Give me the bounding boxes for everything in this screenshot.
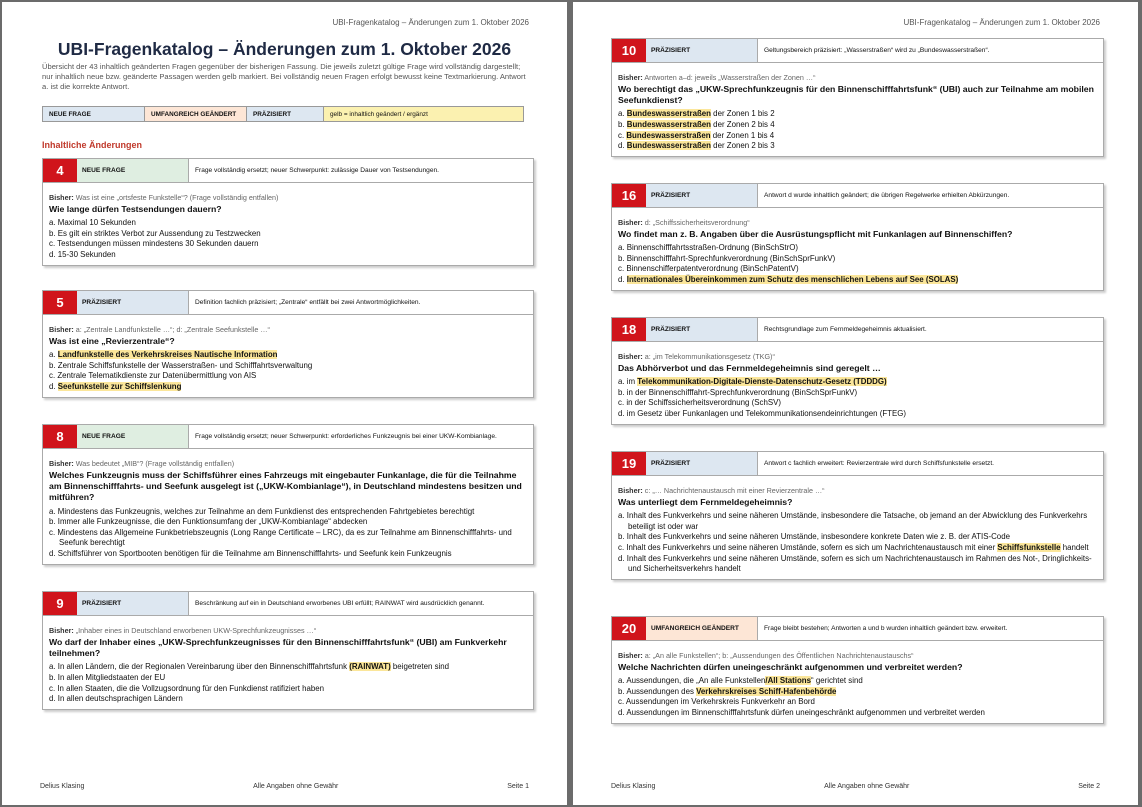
answer-text: c. In allen Staaten, die die Vollzugsordnung für den Funkdienst ratifiziert haben xyxy=(49,683,325,693)
intro-text: Übersicht der 43 inhaltlich geänderten Fragen gegenüber der bisherigen Fassung. Die jeweils zuletzt gültige Frage wird vollständig dargestellt; nur inhaltlich neue bzw. geänderte Passagen werden gelb markiert. Bei vollständig neuen Fragen erfolgt bewusst keine Textmarkierung. Antwort a. ist die korrekte Antwort. xyxy=(42,62,526,91)
answer-list xyxy=(618,511,1097,575)
question-text: Welche Nachrichten dürfen uneingeschränkt aufgenommen und verbreitet werden? xyxy=(618,662,963,672)
answer-text: d. In allen deutschsprachigen Ländern xyxy=(49,694,183,704)
previous-text: a: „Zentrale Landfunkstelle …“; d: „Zentrale Seefunkstelle …“ xyxy=(75,325,270,334)
answer-option xyxy=(618,275,1097,286)
highlighted-change: Bundeswasserstraßen xyxy=(626,109,711,119)
answer-text: b. Zentrale Schiffsfunkstelle der Wasserstraßen- und Schifffahrtsverwaltung xyxy=(49,360,313,370)
answer-text: c. Aussendungen im Verkehrskreis Funkverkehr an Bord xyxy=(618,697,815,707)
change-type-badge: NEUE FRAGE xyxy=(77,159,189,182)
answer-text: der Zonen 1 bis 2 xyxy=(710,109,775,119)
highlighted-change: Bundeswasserstraßen xyxy=(626,141,711,151)
answer-text: d. Inhalt des Funkverkehrs und seine näheren Umstände, sofern es sich um Nachrichtenaustausch im Rahmen des Not-, Dringlichkeits- und Sicherheitsverkehrs handelt xyxy=(618,553,1092,574)
footer-disclaimer: Alle Angaben ohne Gewähr xyxy=(253,783,339,790)
question-number: 19 xyxy=(612,452,646,475)
question-body xyxy=(612,208,1103,290)
highlighted-change: Internationales Übereinkommen zum Schutz des menschlichen Lebens auf See (SOLAS) xyxy=(626,274,959,284)
question-number: 4 xyxy=(43,159,77,182)
answer-text: c. xyxy=(618,130,627,140)
previous-version xyxy=(49,459,527,468)
question-body xyxy=(43,315,533,397)
previous-text: a: „im Telekommunikationsgesetz (TKG)“ xyxy=(644,352,775,361)
footer xyxy=(40,783,529,790)
change-type-badge: PRÄZISIERT xyxy=(646,318,758,341)
change-type-badge: NEUE FRAGE xyxy=(77,425,189,448)
answer-text: c. Zentrale Telematikdienste zur Datenübermittlung von AIS xyxy=(49,371,257,381)
change-note: Beschränkung auf ein in Deutschland erworbenes UBI erfüllt; RAINWAT wird ausdrücklich genannt. xyxy=(195,600,485,607)
previous-version xyxy=(49,626,527,635)
previous-version xyxy=(618,486,1097,495)
answer-text: a. xyxy=(49,350,58,360)
answer-option xyxy=(618,109,1097,120)
answer-text: b. In allen Mitgliedstaaten der EU xyxy=(49,673,166,682)
question-number: 8 xyxy=(43,425,77,448)
answer-list xyxy=(49,507,527,560)
answer-text: c. Binnenschifferpatentverordnung (BinSchPatentV) xyxy=(618,264,799,274)
answer-list xyxy=(618,109,1097,151)
answer-option xyxy=(618,254,1097,265)
answer-option xyxy=(49,528,527,549)
footer xyxy=(611,783,1100,790)
change-type-badge: PRÄZISIERT xyxy=(77,592,189,615)
answer-option xyxy=(49,218,527,229)
answer-text: a. xyxy=(618,109,627,119)
question-header xyxy=(612,39,1103,63)
previous-label: Bisher: xyxy=(618,352,643,361)
question-text: Wo findet man z. B. Angaben über die Ausrüstungspflicht mit Funkanlagen auf Binnenschiffen? xyxy=(618,229,1013,239)
previous-version xyxy=(618,651,1097,660)
answer-text: der Zonen 1 bis 4 xyxy=(710,130,775,140)
answer-text: a. im xyxy=(618,377,638,387)
answer-list xyxy=(49,662,527,704)
answer-option xyxy=(618,120,1097,131)
question-text: Wo darf der Inhaber eines „UKW-Sprechfunkzeugnisses für den Binnenschifffahrtsfunk“ (UBI) am Funkverkehr teilnehmen? xyxy=(49,637,507,659)
question-text: Welches Funkzeugnis muss der Schiffsführer eines Fahrzeugs mit eingebauter Funkanlage, die für die Teilnahme am Binnenschifffahrts- und Seefunk ausgelegt ist („UKW-Kombianlage“), in Deutschland mindestens besitzen und mitführen? xyxy=(49,470,522,503)
legend xyxy=(42,106,524,122)
answer-option xyxy=(49,549,527,560)
change-type-badge: PRÄZISIERT xyxy=(646,452,758,475)
answer-text: a. In allen Ländern, die der Regionalen Vereinbarung über den Binnenschifffahrtsfunk xyxy=(49,662,350,672)
question-body xyxy=(612,476,1103,579)
question-card xyxy=(611,183,1104,291)
answer-option xyxy=(618,554,1097,575)
answer-text: b. Inhalt des Funkverkehrs und seine näheren Umstände, insbesondere konkrete Daten wie z. B. der ATIS-Code xyxy=(618,532,1010,542)
change-note: Antwort c fachlich erweitert: Revierzentrale wird durch Schiffsfunkstelle ersetzt. xyxy=(764,460,995,467)
question-text: Was ist eine „Revierzentrale“? xyxy=(49,336,175,346)
answer-option xyxy=(49,361,527,372)
question-card xyxy=(611,317,1104,425)
change-note: Rechtsgrundlage zum Fernmeldegeheimnis aktualisiert. xyxy=(764,326,927,333)
legend-precise: PRÄZISIERT xyxy=(247,107,324,121)
question-card xyxy=(611,38,1104,157)
legend-major: UMFANGREICH GEÄNDERT xyxy=(145,107,247,121)
change-type-badge: PRÄZISIERT xyxy=(646,39,758,62)
answer-option xyxy=(49,250,527,261)
answer-option xyxy=(49,239,527,250)
previous-text: „Inhaber eines in Deutschland erworbenen UKW-Sprechfunkzeugnisses …“ xyxy=(75,626,317,635)
question-number: 20 xyxy=(612,617,646,640)
answer-option xyxy=(618,532,1097,543)
change-note: Frage bleibt bestehen; Antworten a und b wurden inhaltlich geändert bzw. erweitert. xyxy=(764,625,1008,632)
page-2 xyxy=(573,2,1138,805)
page-1 xyxy=(2,2,567,805)
change-type-badge: PRÄZISIERT xyxy=(646,184,758,207)
previous-label: Bisher: xyxy=(49,325,74,334)
question-header xyxy=(612,452,1103,476)
previous-version xyxy=(49,325,527,334)
answer-text: b. Immer alle Funkzeugnisse, die den Funktionsumfang der „UKW-Kombianlage“ abdecken xyxy=(49,517,368,527)
question-card xyxy=(42,158,534,266)
answer-option xyxy=(49,694,527,705)
answer-option xyxy=(618,398,1097,409)
highlighted-change: Verkehrskreises Schiff-Hafenbehörde xyxy=(696,686,837,696)
answer-text: d. xyxy=(618,141,627,151)
answer-option xyxy=(49,371,527,382)
footer-disclaimer: Alle Angaben ohne Gewähr xyxy=(824,783,910,790)
question-card xyxy=(611,616,1104,724)
answer-text: beigetreten sind xyxy=(390,662,450,672)
previous-label: Bisher: xyxy=(618,651,643,660)
highlighted-change: (RAINWAT) xyxy=(349,662,391,672)
change-note: Frage vollständig ersetzt; neuer Schwerpunkt: erforderliches Funkzeugnis bei einer UKW-Kombianlage. xyxy=(195,433,497,440)
previous-label: Bisher: xyxy=(49,626,74,635)
previous-label: Bisher: xyxy=(618,73,643,82)
question-header xyxy=(612,318,1103,342)
answer-text: b. xyxy=(618,120,627,129)
highlighted-change: Bundeswasserstraßen xyxy=(626,130,711,140)
answer-option xyxy=(618,388,1097,399)
previous-text: Was ist eine „ortsfeste Funkstelle“? (Frage vollständig entfallen) xyxy=(75,193,279,202)
answer-option xyxy=(618,377,1097,388)
answer-text: b. in der Binnenschifffahrt-Sprechfunkverordnung (BinSchSprFunkV) xyxy=(618,387,858,397)
question-card xyxy=(42,424,534,565)
answer-option xyxy=(49,229,527,240)
highlighted-change: Schiffsfunkstelle xyxy=(997,542,1061,552)
previous-text: Antworten a–d: jeweils „Wasserstraßen der Zonen …“ xyxy=(644,73,816,82)
question-body xyxy=(43,183,533,265)
answer-option xyxy=(618,243,1097,254)
change-type-badge: UMFANGREICH GEÄNDERT xyxy=(646,617,758,640)
answer-text: d. xyxy=(618,274,627,284)
question-text: Wo berechtigt das „UKW-Sprechfunkzeugnis für den Binnenschifffahrtsfunk“ (UBI) auch zur Teilnahme am mobilen Seefunkdienst? xyxy=(618,84,1094,106)
question-number: 16 xyxy=(612,184,646,207)
change-note: Geltungsbereich präzisiert: „Wasserstraßen“ wird zu „Bundeswasserstraßen“. xyxy=(764,47,990,54)
answer-option xyxy=(618,708,1097,719)
answer-option xyxy=(618,131,1097,142)
previous-label: Bisher: xyxy=(49,459,74,468)
footer-publisher: Delius Klasing xyxy=(611,783,656,790)
answer-option xyxy=(49,350,527,361)
question-text: Was unterliegt dem Fernmeldegeheimnis? xyxy=(618,497,793,507)
previous-version xyxy=(49,193,527,202)
answer-list xyxy=(49,218,527,260)
question-number: 18 xyxy=(612,318,646,341)
question-text: Das Abhörverbot und das Fernmeldegeheimnis sind geregelt … xyxy=(618,363,881,373)
answer-option xyxy=(49,684,527,695)
answer-text: d. 15-30 Sekunden xyxy=(49,249,116,259)
footer-page-number: Seite 2 xyxy=(1078,783,1100,790)
legend-yellow: gelb = inhaltlich geändert / ergänzt xyxy=(324,107,523,121)
highlighted-change: Telekommunikation-Digitale-Dienste-Datenschutz-Gesetz (TDDDG) xyxy=(637,377,887,387)
answer-option xyxy=(618,141,1097,152)
running-header: UBI-Fragenkatalog – Änderungen zum 1. Oktober 2026 xyxy=(332,18,529,27)
previous-text: c: „… Nachrichtenaustausch mit einer Revierzentrale …“ xyxy=(644,486,825,495)
highlighted-change: Bundeswasserstraßen xyxy=(626,120,711,129)
highlighted-change: /All Stations xyxy=(765,676,811,686)
answer-text: a. Inhalt des Funkverkehrs und seine näheren Umstände, insbesondere die Tatsache, ob jemand an der Abwicklung des Funkverkehrs beteiligt ist oder war xyxy=(618,511,1088,531)
answer-text: a. Aussendungen, die „An alle Funkstellen xyxy=(618,676,766,686)
answer-text: a. Binnenschifffahrtsstraßen-Ordnung (BinSchStrO) xyxy=(618,243,798,253)
question-card xyxy=(42,591,534,710)
question-header xyxy=(43,425,533,449)
previous-text: Was bedeutet „MIB“? (Frage vollständig entfallen) xyxy=(75,459,235,468)
answer-text: c. in der Schiffssicherheitsverordnung (SchSV) xyxy=(618,398,782,408)
answer-option xyxy=(618,409,1097,420)
answer-text: a. Maximal 10 Sekunden xyxy=(49,218,136,228)
change-note: Definition fachlich präzisiert; „Zentrale“ entfällt bei zwei Antwortmöglichkeiten. xyxy=(195,299,421,306)
footer-page-number: Seite 1 xyxy=(507,783,529,790)
answer-text: d. Schiffsführer von Sportbooten benötigen für die Teilnahme am Binnenschifffahrts- und Seefunk kein Funkzeugnis xyxy=(49,548,452,558)
question-card xyxy=(611,451,1104,580)
previous-label: Bisher: xyxy=(49,193,74,202)
answer-option xyxy=(618,687,1097,698)
question-body xyxy=(612,342,1103,424)
answer-text: b. Es gilt ein striktes Verbot zur Aussendung zu Testzwecken xyxy=(49,228,261,238)
answer-text: handelt xyxy=(1060,542,1089,552)
answer-option xyxy=(49,673,527,684)
question-number: 5 xyxy=(43,291,77,314)
question-body xyxy=(43,449,533,564)
section-heading: Inhaltliche Änderungen xyxy=(42,140,143,150)
question-header xyxy=(43,159,533,183)
footer-publisher: Delius Klasing xyxy=(40,783,85,790)
previous-label: Bisher: xyxy=(618,486,643,495)
question-header xyxy=(612,617,1103,641)
running-header: UBI-Fragenkatalog – Änderungen zum 1. Oktober 2026 xyxy=(903,18,1100,27)
answer-option xyxy=(618,676,1097,687)
previous-label: Bisher: xyxy=(618,218,643,227)
answer-list xyxy=(618,377,1097,419)
answer-text: der Zonen 2 bis 3 xyxy=(710,141,775,151)
previous-version xyxy=(618,218,1097,227)
answer-list xyxy=(49,350,527,392)
answer-option xyxy=(49,662,527,673)
question-header xyxy=(43,291,533,315)
answer-text: b. Binnenschifffahrt-Sprechfunkverordnung (BinSchSprFunkV) xyxy=(618,253,836,263)
answer-option xyxy=(49,382,527,393)
answer-text: c. Inhalt des Funkverkehrs und seine näheren Umstände, sofern es sich um Nachrichtenaustausch mit einer xyxy=(618,542,998,552)
answer-text: b. Aussendungen des xyxy=(618,686,697,696)
answer-list xyxy=(618,243,1097,285)
answer-text: d. im Gesetz über Funkanlagen und Telekommunikationsendeinrichtungen (FTEG) xyxy=(618,408,907,418)
question-body xyxy=(43,616,533,709)
answer-option xyxy=(618,697,1097,708)
answer-text: c. Mindestens das Allgemeine Funkbetriebszeugnis (Long Range Certificate – LRC), da es zur Teilnahme am Binnenschifffahrts- und Seefunk berechtigt xyxy=(49,527,512,548)
previous-version xyxy=(618,352,1097,361)
answer-text: d. xyxy=(49,381,58,391)
question-text: Wie lange dürfen Testsendungen dauern? xyxy=(49,204,222,214)
legend-new: NEUE FRAGE xyxy=(43,107,145,121)
answer-option xyxy=(618,543,1097,554)
question-body xyxy=(612,641,1103,723)
highlighted-change: Seefunkstelle zur Schiffslenkung xyxy=(57,381,182,391)
question-body xyxy=(612,63,1103,156)
answer-option xyxy=(49,517,527,528)
document-title: UBI-Fragenkatalog – Änderungen zum 1. Oktober 2026 xyxy=(57,39,512,59)
change-note: Antwort d wurde inhaltlich geändert; die übrigen Regelwerke erhielten Abkürzungen. xyxy=(764,192,1010,199)
answer-text: a. Mindestens das Funkzeugnis, welches zur Teilnahme an dem Funkdienst des entsprechenden Fahrtgebietes berechtigt xyxy=(49,506,475,516)
answer-option xyxy=(618,511,1097,532)
answer-text: “ gerichtet sind xyxy=(811,676,863,686)
answer-text: der Zonen 2 bis 4 xyxy=(710,120,775,129)
answer-text: c. Testsendungen müssen mindestens 30 Sekunden dauern xyxy=(49,239,259,249)
previous-version xyxy=(618,73,1097,82)
answer-list xyxy=(618,676,1097,718)
previous-text: a: „An alle Funkstellen“; b: „Aussendungen des Öffentlichen Nachrichtenaustauschs“ xyxy=(644,651,914,660)
answer-text: d. Aussendungen im Binnenschifffahrtsfunk dürfen uneingeschränkt aufgenommen und verbreitet werden xyxy=(618,707,985,717)
question-number: 9 xyxy=(43,592,77,615)
change-note: Frage vollständig ersetzt; neuer Schwerpunkt: zulässige Dauer von Testsendungen. xyxy=(195,167,439,174)
question-number: 10 xyxy=(612,39,646,62)
highlighted-change: Landfunkstelle des Verkehrskreises Nautische Information xyxy=(57,350,278,360)
change-type-badge: PRÄZISIERT xyxy=(77,291,189,314)
previous-text: d: „Schiffssicherheitsverordnung“ xyxy=(644,218,750,227)
question-header xyxy=(612,184,1103,208)
question-card xyxy=(42,290,534,398)
answer-option xyxy=(49,507,527,518)
answer-option xyxy=(618,264,1097,275)
question-header xyxy=(43,592,533,616)
